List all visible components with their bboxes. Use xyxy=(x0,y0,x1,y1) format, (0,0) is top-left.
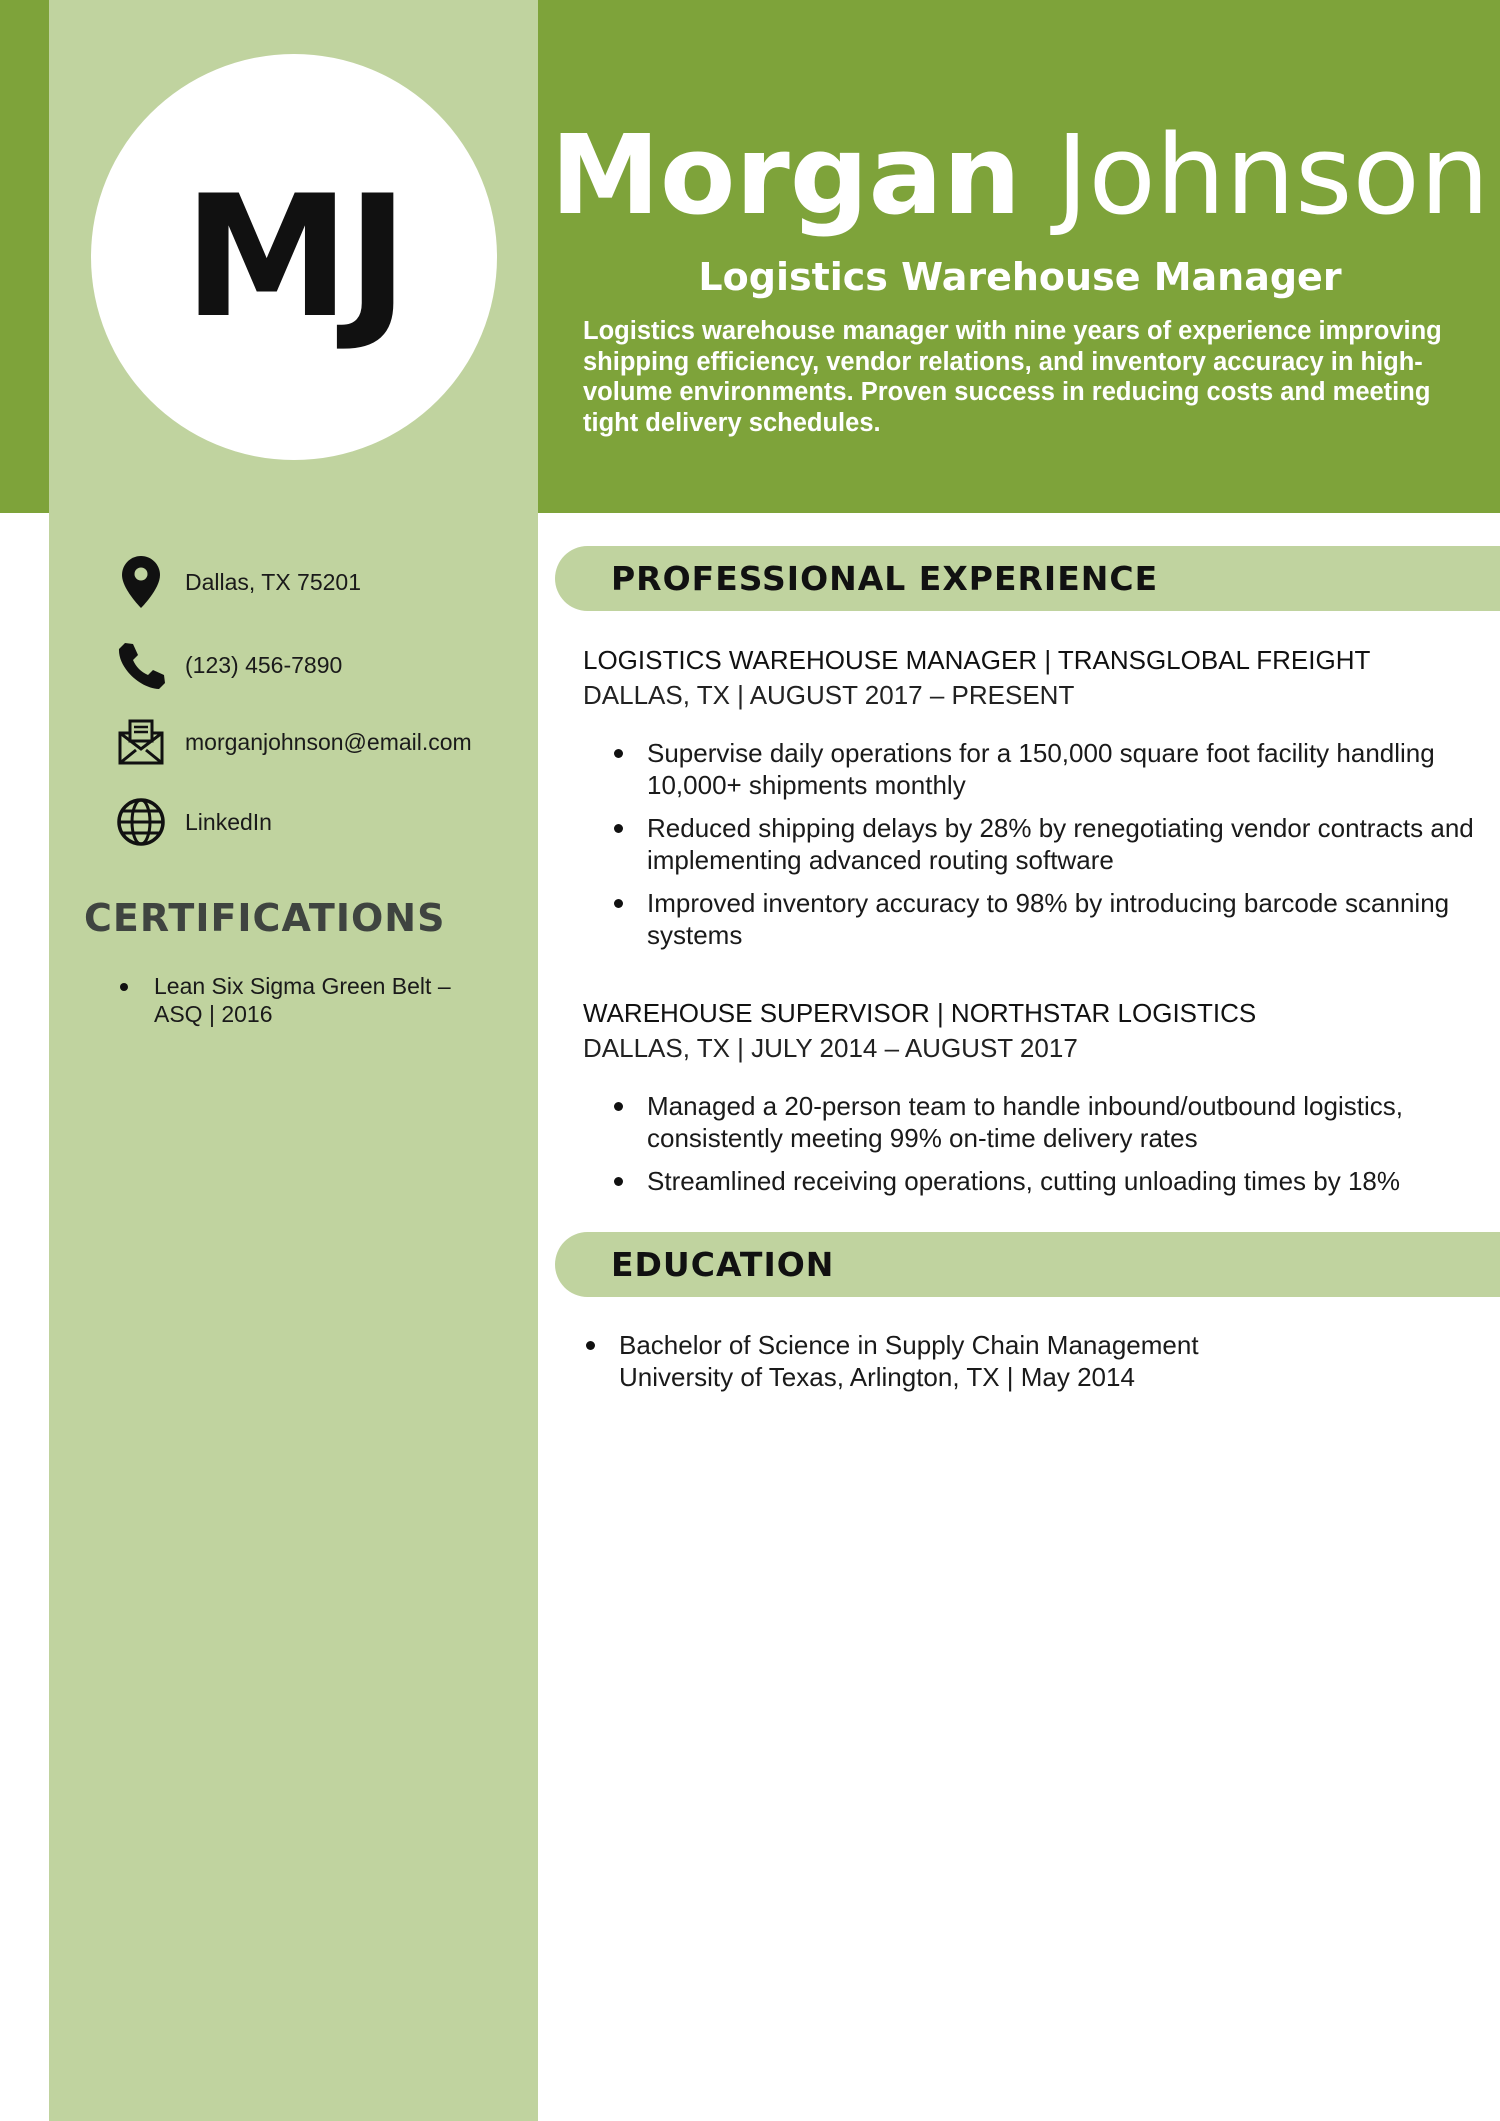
monogram: MJ xyxy=(183,159,405,355)
job-1-title-company: LOGISTICS WAREHOUSE MANAGER | TRANSGLOBAL FREIGHT xyxy=(583,645,1371,675)
job-title: Logistics Warehouse Manager xyxy=(698,255,1342,299)
linkedin-text[interactable]: LinkedIn xyxy=(185,808,272,835)
job-1-bullets xyxy=(614,737,1474,962)
certifications-list xyxy=(116,972,496,1028)
contact-location xyxy=(112,553,361,611)
phone-text[interactable]: (123) 456-7890 xyxy=(185,651,343,678)
job-2-location-dates: DALLAS, TX | JULY 2014 – AUGUST 2017 xyxy=(583,1033,1078,1063)
job-2-bullets xyxy=(614,1090,1474,1208)
certification-item: Lean Six Sigma Green Belt – ASQ | 2016 xyxy=(116,972,496,1028)
education-school: University of Texas, Arlington, TX | May 2014 xyxy=(619,1362,1135,1392)
summary: Logistics warehouse manager with nine years of experience improving shipping efficiency, vendor relations, and inventory accuracy in high-volume environments. Proven success in reducing costs and meeting tight delivery schedules. xyxy=(583,317,1442,437)
candidate-name xyxy=(540,111,1500,239)
last-name: Johnson xyxy=(1056,111,1490,239)
job-1-bullet: Improved inventory accuracy to 98% by introducing barcode scanning systems xyxy=(614,887,1474,951)
globe-icon xyxy=(112,793,170,851)
email-text[interactable]: morganjohnson@email.com xyxy=(185,728,472,755)
experience-section-header xyxy=(555,546,1500,611)
location-pin-icon xyxy=(112,553,170,611)
first-name: Morgan xyxy=(550,111,1022,239)
job-1-location-dates: DALLAS, TX | AUGUST 2017 – PRESENT xyxy=(583,680,1075,710)
education-degree: Bachelor of Science in Supply Chain Management xyxy=(619,1330,1199,1360)
job-2-bullet: Streamlined receiving operations, cutting unloading times by 18% xyxy=(614,1165,1474,1197)
job-1-bullet: Supervise daily operations for a 150,000 square foot facility handling 10,000+ shipments monthly xyxy=(614,737,1474,801)
job-2-bullet: Managed a 20-person team to handle inbound/outbound logistics, consistently meeting 99% on-time delivery rates xyxy=(614,1090,1474,1154)
envelope-icon xyxy=(112,713,170,771)
education-list xyxy=(586,1329,1466,1404)
job-2-title-company: WAREHOUSE SUPERVISOR | NORTHSTAR LOGISTICS xyxy=(583,998,1257,1028)
contact-email xyxy=(112,713,472,771)
certifications-heading: CERTIFICATIONS xyxy=(84,896,446,940)
contact-linkedin xyxy=(112,793,272,851)
education-heading: EDUCATION xyxy=(611,1245,835,1284)
contact-phone xyxy=(112,636,342,694)
education-item xyxy=(586,1329,1466,1393)
experience-heading: PROFESSIONAL EXPERIENCE xyxy=(611,559,1159,598)
phone-icon xyxy=(112,636,170,694)
education-section-header xyxy=(555,1232,1500,1297)
job-1-bullet: Reduced shipping delays by 28% by renegotiating vendor contracts and implementing advanced routing software xyxy=(614,812,1474,876)
monogram-circle xyxy=(91,54,497,460)
location-text: Dallas, TX 75201 xyxy=(185,568,362,595)
